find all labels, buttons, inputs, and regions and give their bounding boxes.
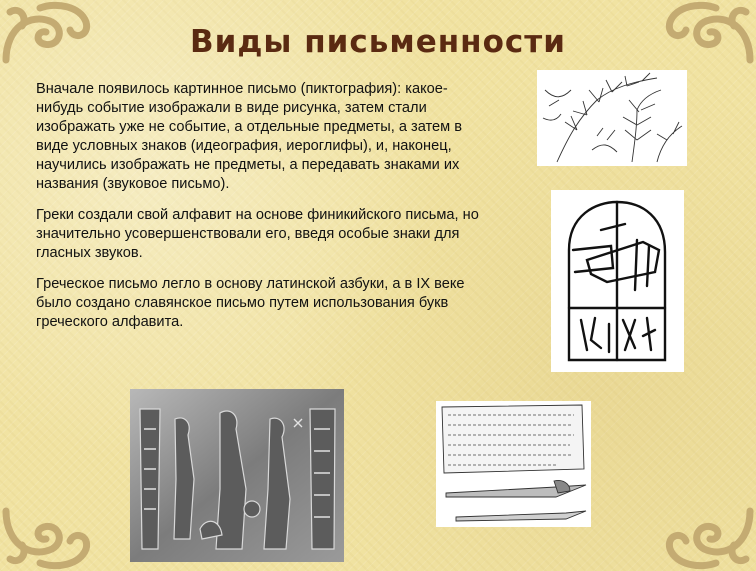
corner-ornament-bottom-right — [664, 497, 756, 571]
paragraph-slavic-writing: Греческое письмо легло в основу латинской азбуки, а в IX веке было создано славянское письмо путем использования букв греческого алфавита. — [36, 276, 465, 330]
corner-ornament-bottom-left — [0, 497, 92, 571]
paragraph-greek-alphabet: Греки создали свой алфавит на основе финикийского письма, но значительно усовершенствовали его, введя особые знаки для гласных звуков. — [36, 207, 479, 261]
arched-tablet-image — [551, 190, 684, 372]
slide-title: Виды письменности — [190, 24, 566, 60]
slide-body — [36, 80, 486, 344]
cylinder-seal-image — [130, 389, 344, 562]
birch-bark-stylus-image — [436, 401, 591, 527]
pictograph-plant-image — [537, 70, 687, 166]
paragraph-pictography: Вначале появилось картинное письмо (пиктография): какое-нибудь событие изображали в виде рисунка, затем стали изображать уже не событие, а отдельные предметы, а затем в виде условных знаков (идеография, иероглифы), и, наконец, научились изображать не предметы, а передавать знаками их названия (звуковое письмо). — [36, 81, 462, 192]
